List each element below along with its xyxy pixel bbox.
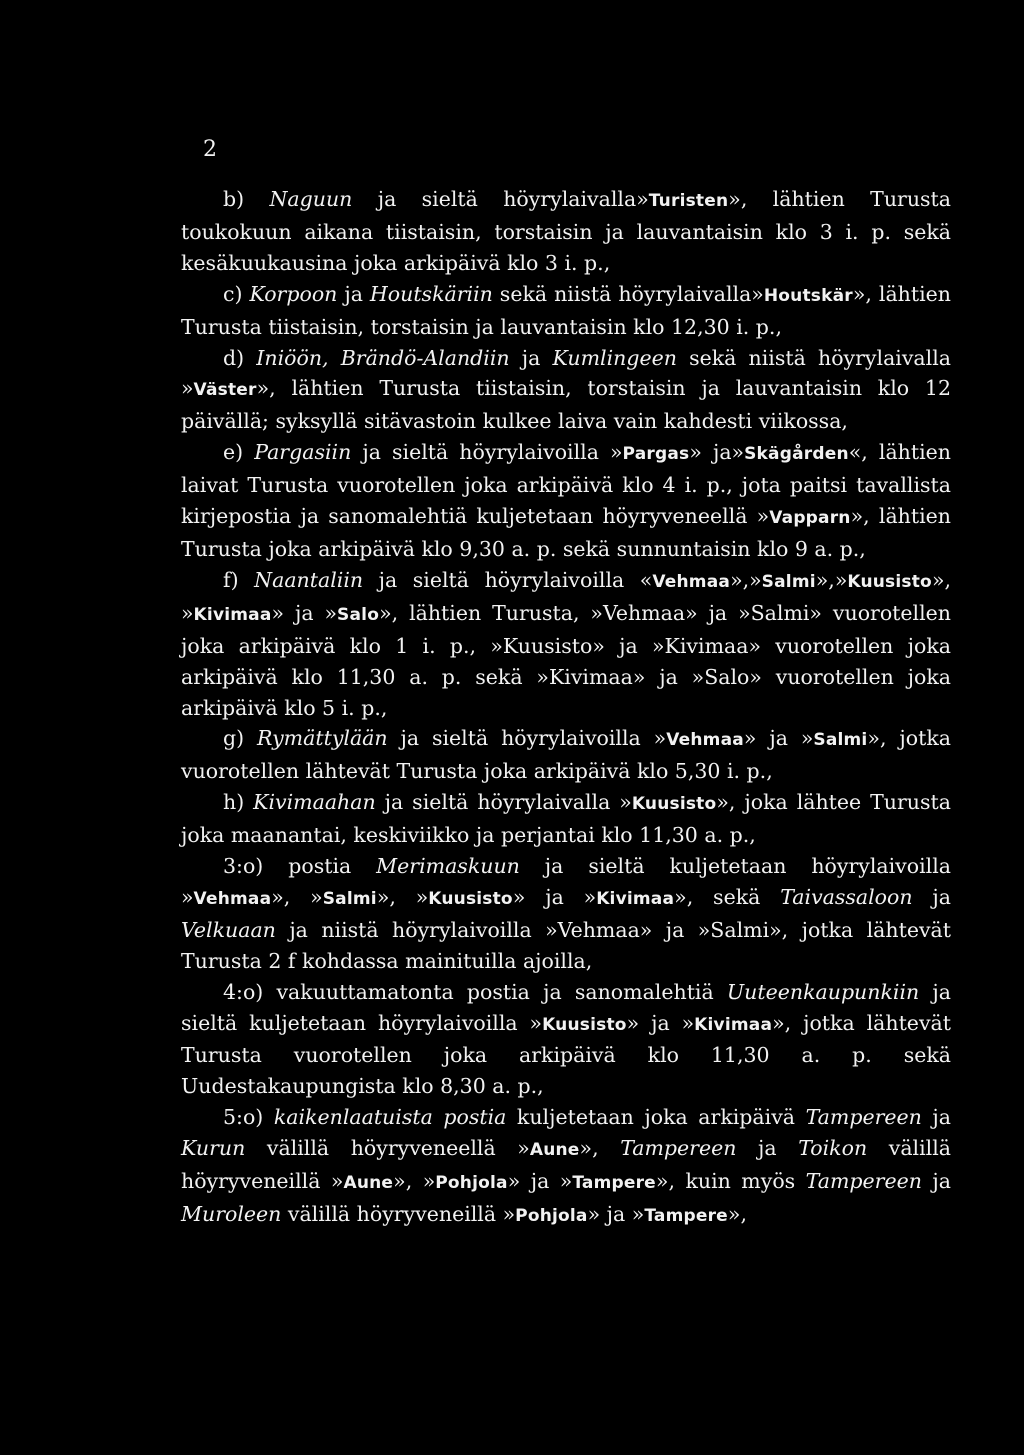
place-name: Korpoon bbox=[249, 281, 338, 306]
place-name: Uuteenkaupunkiin bbox=[726, 979, 920, 1004]
text-run: 3:o) postia bbox=[223, 854, 377, 879]
text-run: », » bbox=[376, 884, 429, 909]
place-name: Merimaskuun bbox=[376, 854, 520, 879]
text-run: », lähtien Turusta tiistaisin, torstaisin ja lauvantaisin klo 12,30 i. p., bbox=[181, 281, 952, 339]
place-name: Muroleen bbox=[181, 1202, 282, 1226]
text-run: »,» bbox=[815, 567, 848, 592]
text-run: » ja » bbox=[626, 1010, 695, 1035]
text-run: ja bbox=[736, 1136, 799, 1161]
text-run: b) bbox=[223, 187, 270, 211]
place-name: kaikenlaatuista postia bbox=[273, 1105, 507, 1130]
text-run: ja sieltä höyrylaivalla » bbox=[375, 790, 632, 815]
body-text bbox=[181, 184, 951, 1232]
text-run: ja bbox=[509, 345, 553, 370]
text-run: ja sieltä höyrylaivoilla » bbox=[387, 726, 667, 751]
vessel-name: Kivimaa bbox=[193, 604, 272, 625]
vessel-name: Väster bbox=[193, 380, 257, 401]
place-name: Rymättylään bbox=[257, 726, 388, 751]
place-name: Naguun bbox=[269, 187, 353, 211]
paragraph-b-naguun bbox=[181, 184, 951, 279]
text-run: «, lähtien laivat Turusta vuorotellen joka arkipäivä klo 4 i. p., jota paitsi tavallista kirjepostia ja sanomalehtiä kuljetetaan höyryveneellä » bbox=[181, 440, 951, 529]
vessel-name: Vapparn bbox=[769, 508, 851, 529]
text-run: » ja » bbox=[271, 600, 338, 625]
paragraph-d-inio bbox=[181, 343, 951, 438]
paragraph-f-naantali bbox=[181, 565, 951, 724]
text-run: », bbox=[579, 1136, 621, 1161]
text-run: ja sieltä kuljetetaan höyrylaivoilla » bbox=[181, 854, 952, 909]
text-run: ja bbox=[921, 1169, 951, 1194]
vessel-name: Aune bbox=[343, 1173, 394, 1194]
text-run: ja sieltä kuljetetaan höyrylaivoilla » bbox=[181, 979, 951, 1035]
text-run: », lähtien Turusta, »Vehmaa» ja »Salmi» vuorotellen joka arkipäivä klo 1 i. p., »Kuusisto» ja »Kivimaa» vuorotellen joka arkipäivä klo 11,30 a. p. sekä »Kivimaa» ja »Salo» vuorotellen joka arkipäivä klo 5 i. p., bbox=[181, 600, 951, 720]
place-name: Tampereen bbox=[805, 1105, 922, 1130]
text-run: ja bbox=[921, 1105, 951, 1130]
page-number: 2 bbox=[203, 137, 217, 162]
text-run: », » bbox=[271, 884, 323, 909]
text-run: », kuin myös bbox=[655, 1169, 806, 1194]
text-run: » ja» bbox=[689, 440, 745, 465]
vessel-name: Turisten bbox=[648, 191, 729, 211]
place-name: Pargasiin bbox=[254, 440, 352, 465]
place-name: Kivimaahan bbox=[253, 790, 376, 815]
text-run: d) bbox=[223, 345, 257, 370]
text-run: »,» bbox=[730, 567, 762, 592]
text-run: » ja » bbox=[512, 884, 597, 909]
text-run: g) bbox=[223, 726, 258, 751]
text-run: ja sieltä höyrylaivalla» bbox=[352, 187, 649, 211]
place-name: Tampereen bbox=[805, 1169, 922, 1194]
vessel-name: Houtskär bbox=[763, 285, 853, 306]
place-name: Naantaliin bbox=[254, 567, 364, 592]
vessel-name: Salmi bbox=[813, 730, 868, 751]
text-run: sekä niistä höyrylaivalla» bbox=[492, 281, 764, 306]
text-run: välillä höyryveneellä » bbox=[245, 1136, 530, 1161]
vessel-name: Salmi bbox=[761, 571, 816, 592]
vessel-name: Kuusisto bbox=[542, 1014, 627, 1035]
text-run: », lähtien Turusta joka arkipäivä klo 9,30 a. p. sekä sunnuntaisin klo 9 a. p., bbox=[181, 504, 951, 561]
text-run: sekä niistä höyrylaivalla » bbox=[181, 345, 951, 401]
place-name: Kumlingeen bbox=[552, 345, 677, 370]
text-run: », » bbox=[393, 1169, 436, 1194]
paragraph-g-rymattyla bbox=[181, 723, 951, 787]
place-name: Kurun bbox=[181, 1136, 246, 1161]
vessel-name: Vehmaa bbox=[666, 730, 744, 751]
text-run: », jotka lähtevät Turusta vuorotellen joka arkipäivä klo 11,30 a. p. sekä Uudestakaupungista klo 8,30 a. p., bbox=[181, 1010, 951, 1099]
text-run: » ja » bbox=[507, 1169, 573, 1194]
vessel-name: Kivimaa bbox=[596, 888, 675, 909]
text-run: f) bbox=[223, 567, 255, 592]
paragraph-3-merimasku bbox=[181, 851, 951, 977]
place-name: Toikon bbox=[798, 1136, 868, 1161]
text-run: välillä höyryveneillä » bbox=[281, 1202, 516, 1226]
text-run: », lähtien Turusta toukokuun aikana tiistaisin, torstaisin ja lauvantaisin klo 3 i. p. sekä kesäkuukausina joka arkipäivä klo 3 i. p., bbox=[181, 187, 952, 275]
vessel-name: Vehmaa bbox=[652, 571, 731, 592]
vessel-name: Kuusisto bbox=[428, 888, 513, 909]
place-name: Velkuaan bbox=[181, 917, 276, 942]
text-run: ja bbox=[337, 281, 370, 306]
text-run: e) bbox=[223, 440, 255, 465]
text-run: c) bbox=[223, 281, 250, 306]
text-run: ja bbox=[912, 884, 951, 909]
paragraph-h-kivimaa bbox=[181, 787, 951, 851]
text-run: » ja » bbox=[587, 1202, 645, 1226]
text-run: ja sieltä höyrylaivoilla » bbox=[351, 440, 623, 465]
text-run: 4:o) vakuuttamatonta postia ja sanomalehtiä bbox=[223, 979, 727, 1004]
text-run: h) bbox=[223, 790, 254, 815]
text-run: », lähtien Turusta tiistaisin, torstaisin ja lauvantaisin klo 12 päivällä; syksyllä sitävastoin kulkee laiva vain kahdesti viikossa, bbox=[181, 376, 951, 434]
vessel-name: Salo bbox=[337, 604, 380, 625]
paragraph-5-tampere bbox=[181, 1102, 951, 1232]
text-run: » ja » bbox=[743, 726, 814, 751]
paragraph-4-uusikaupunki bbox=[181, 977, 951, 1103]
vessel-name: Kuusisto bbox=[847, 571, 932, 592]
vessel-name: Skägården bbox=[744, 444, 849, 465]
vessel-name: Aune bbox=[529, 1140, 580, 1161]
paragraph-e-pargas bbox=[181, 437, 951, 565]
vessel-name: Tampere bbox=[644, 1206, 728, 1226]
paragraph-c-korpoo bbox=[181, 279, 951, 343]
place-name: Taivassaloon bbox=[780, 884, 913, 909]
text-run: ja sieltä höyrylaivoilla « bbox=[363, 567, 653, 592]
text-run: ja niistä höyrylaivoilla »Vehmaa» ja »Salmi», jotka lähtevät Turusta 2 f kohdassa mainituilla ajoilla, bbox=[181, 917, 951, 973]
vessel-name: Pohjola bbox=[515, 1206, 588, 1226]
vessel-name: Salmi bbox=[322, 888, 377, 909]
vessel-name: Kivimaa bbox=[694, 1014, 773, 1035]
text-run: välillä höyryveneillä » bbox=[181, 1136, 951, 1194]
place-name: Tampereen bbox=[620, 1136, 737, 1161]
text-run: 5:o) bbox=[223, 1105, 274, 1130]
text-run: », bbox=[727, 1202, 747, 1226]
vessel-name: Kuusisto bbox=[631, 794, 717, 815]
place-name: Houtskäriin bbox=[369, 281, 493, 306]
text-run: », » bbox=[181, 567, 951, 625]
text-run: », jotka vuorotellen lähtevät Turusta joka arkipäivä klo 5,30 i. p., bbox=[181, 726, 952, 784]
vessel-name: Pohjola bbox=[435, 1173, 508, 1194]
place-name: Iniöön, Brändö-Alandiin bbox=[256, 345, 510, 370]
text-run: kuljetetaan joka arkipäivä bbox=[506, 1105, 806, 1130]
text-run: », sekä bbox=[674, 884, 781, 909]
vessel-name: Tampere bbox=[572, 1173, 656, 1194]
vessel-name: Vehmaa bbox=[193, 888, 272, 909]
text-run: », joka lähtee Turusta joka maanantai, keskiviikko ja perjantai klo 11,30 a. p., bbox=[181, 790, 951, 848]
vessel-name: Pargas bbox=[622, 444, 690, 465]
